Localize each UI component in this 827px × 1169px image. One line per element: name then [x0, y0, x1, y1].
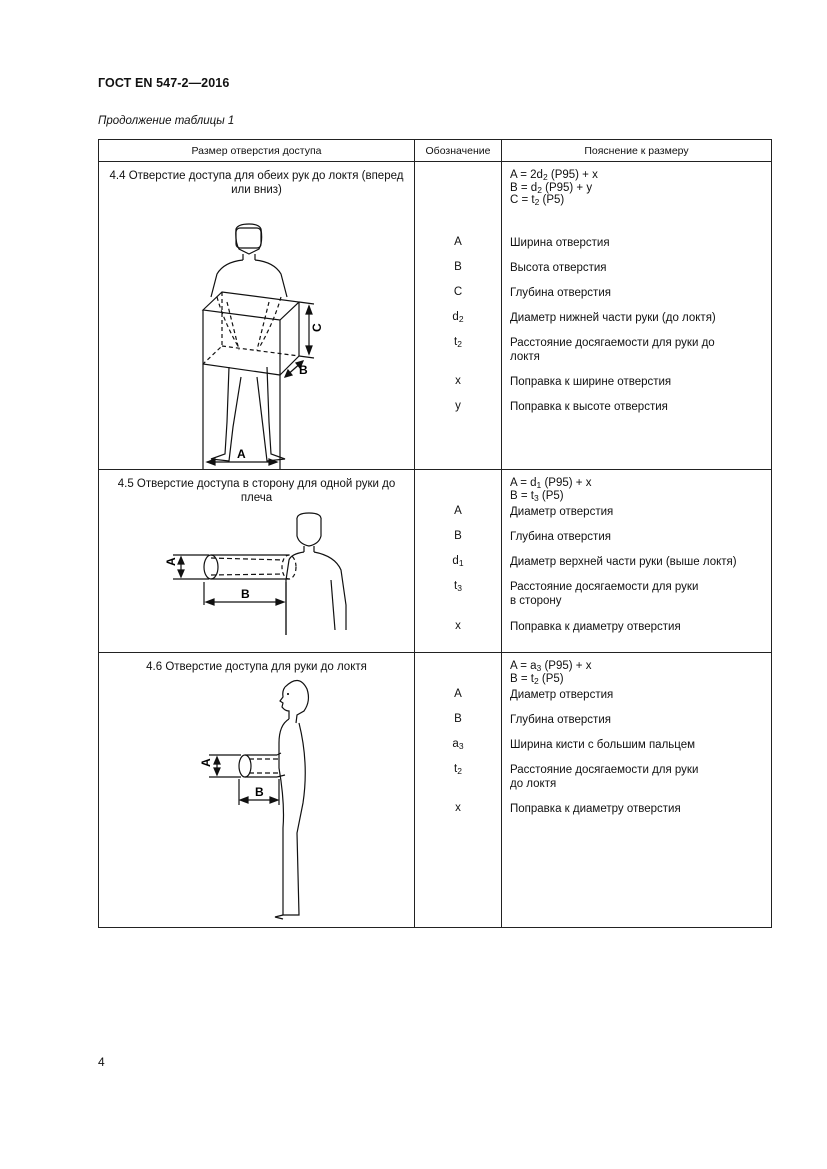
row-4-5-designation-cell: [415, 470, 502, 653]
table-header-row: [99, 140, 772, 162]
dimension-label-b: B: [299, 363, 308, 377]
explanation: Расстояние досягаемости для руки до локтя: [510, 337, 715, 363]
symbol: A: [454, 688, 462, 700]
explanation: Глубина отверстия: [510, 531, 611, 543]
symbol: B: [454, 530, 462, 542]
row-title: 4.4 Отверстие доступа для обеих рук до локтя (вперед или вниз): [109, 170, 404, 196]
explanation: Глубина отверстия: [510, 714, 611, 726]
formula: $B = t_3$ (P5): [510, 489, 564, 503]
explanation: Поправка к диаметру отверстия: [510, 803, 681, 815]
dimension-label-a: A: [199, 758, 213, 767]
explanation: Поправка к диаметру отверстия: [510, 621, 681, 633]
explanation: Высота отверстия: [510, 262, 607, 274]
row-4-6-designation-cell: [415, 653, 502, 928]
symbol: x: [455, 802, 461, 814]
row-4-4-designation-cell: [415, 162, 502, 470]
symbol: B: [454, 713, 462, 725]
dimension-label-c: C: [310, 323, 324, 332]
access-openings-table: [98, 139, 772, 928]
dimension-label-b: B: [255, 785, 264, 799]
row-4-6-figure-cell: [99, 653, 415, 928]
explanation: Диаметр отверстия: [510, 506, 614, 518]
column-header-designation: Обозначение: [415, 140, 502, 162]
table-row: [99, 470, 772, 653]
table-row: [99, 653, 772, 928]
dimension-label-a: A: [237, 447, 246, 461]
formula: $A = 2d_2$ (P95) + x: [510, 169, 598, 182]
symbol: $t_3$: [454, 580, 462, 593]
explanation: Диаметр отверстия: [510, 689, 614, 701]
formula: $B = d_2$ (P95) + y: [510, 181, 593, 195]
column-header-opening-size: Размер отверстия доступа: [99, 140, 415, 162]
dimension-label-a: A: [164, 557, 178, 566]
formula-block: [510, 477, 591, 502]
row-title: 4.6 Отверстие доступа для руки до локтя: [146, 661, 367, 673]
explanation: Ширина отверстия: [510, 237, 610, 249]
symbol: x: [455, 620, 461, 632]
row-title: 4.5 Отверстие доступа в сторону для одной руки до плеча: [117, 478, 396, 504]
formula: $A = d_1$ (P95) + x: [510, 477, 592, 490]
dimension-label-b: B: [241, 587, 250, 601]
explanation: Диаметр верхней части руки (выше локтя): [510, 556, 737, 568]
symbol: C: [453, 286, 463, 298]
symbol: $d_1$: [452, 555, 464, 568]
table-continuation-caption: Продолжение таблицы 1: [98, 115, 235, 127]
symbol: $t_2$: [454, 763, 462, 776]
symbol: $a_3$: [452, 738, 464, 751]
row-4-4-figure-cell: [99, 162, 415, 470]
formula: $A = a_3$ (P95) + x: [510, 660, 592, 673]
formula: $B = t_2$ (P5): [510, 672, 564, 686]
symbol: B: [454, 261, 462, 273]
explanation: Глубина отверстия: [510, 287, 611, 299]
row-4-6-explanation-cell: [502, 653, 772, 928]
column-header-explanation: Пояснение к размеру: [502, 140, 772, 162]
row-4-5-figure-cell: [99, 470, 415, 653]
symbol: y: [455, 400, 461, 412]
explanation: Расстояние досягаемости для руки в сторону: [510, 581, 699, 607]
symbol: x: [455, 375, 461, 387]
row-4-4-explanation-cell: [502, 162, 772, 470]
symbol: $d_2$: [452, 311, 464, 324]
two-arms-opening-figure: [99, 162, 414, 469]
table-row: [99, 162, 772, 470]
side-arm-opening-figure: [99, 470, 414, 652]
formula-block: [510, 169, 598, 207]
symbol: A: [454, 236, 462, 248]
forearm-opening-figure: [99, 653, 414, 927]
document-header: ГОСТ EN 547-2—2016: [98, 76, 230, 90]
symbol: $t_2$: [454, 336, 462, 349]
explanation: Диаметр нижней части руки (до локтя): [510, 312, 716, 324]
formula: $C = t_2$ (P5): [510, 194, 565, 207]
explanation: Ширина кисти с большим пальцем: [510, 739, 696, 751]
explanation: Расстояние досягаемости для руки до локтя: [510, 764, 699, 790]
explanation: Поправка к ширине отверстия: [510, 376, 672, 388]
explanation: Поправка к высоте отверстия: [510, 401, 668, 413]
row-4-5-explanation-cell: [502, 470, 772, 653]
symbol: A: [454, 505, 462, 517]
page-number: 4: [98, 1055, 105, 1069]
formula-block: [510, 660, 591, 685]
